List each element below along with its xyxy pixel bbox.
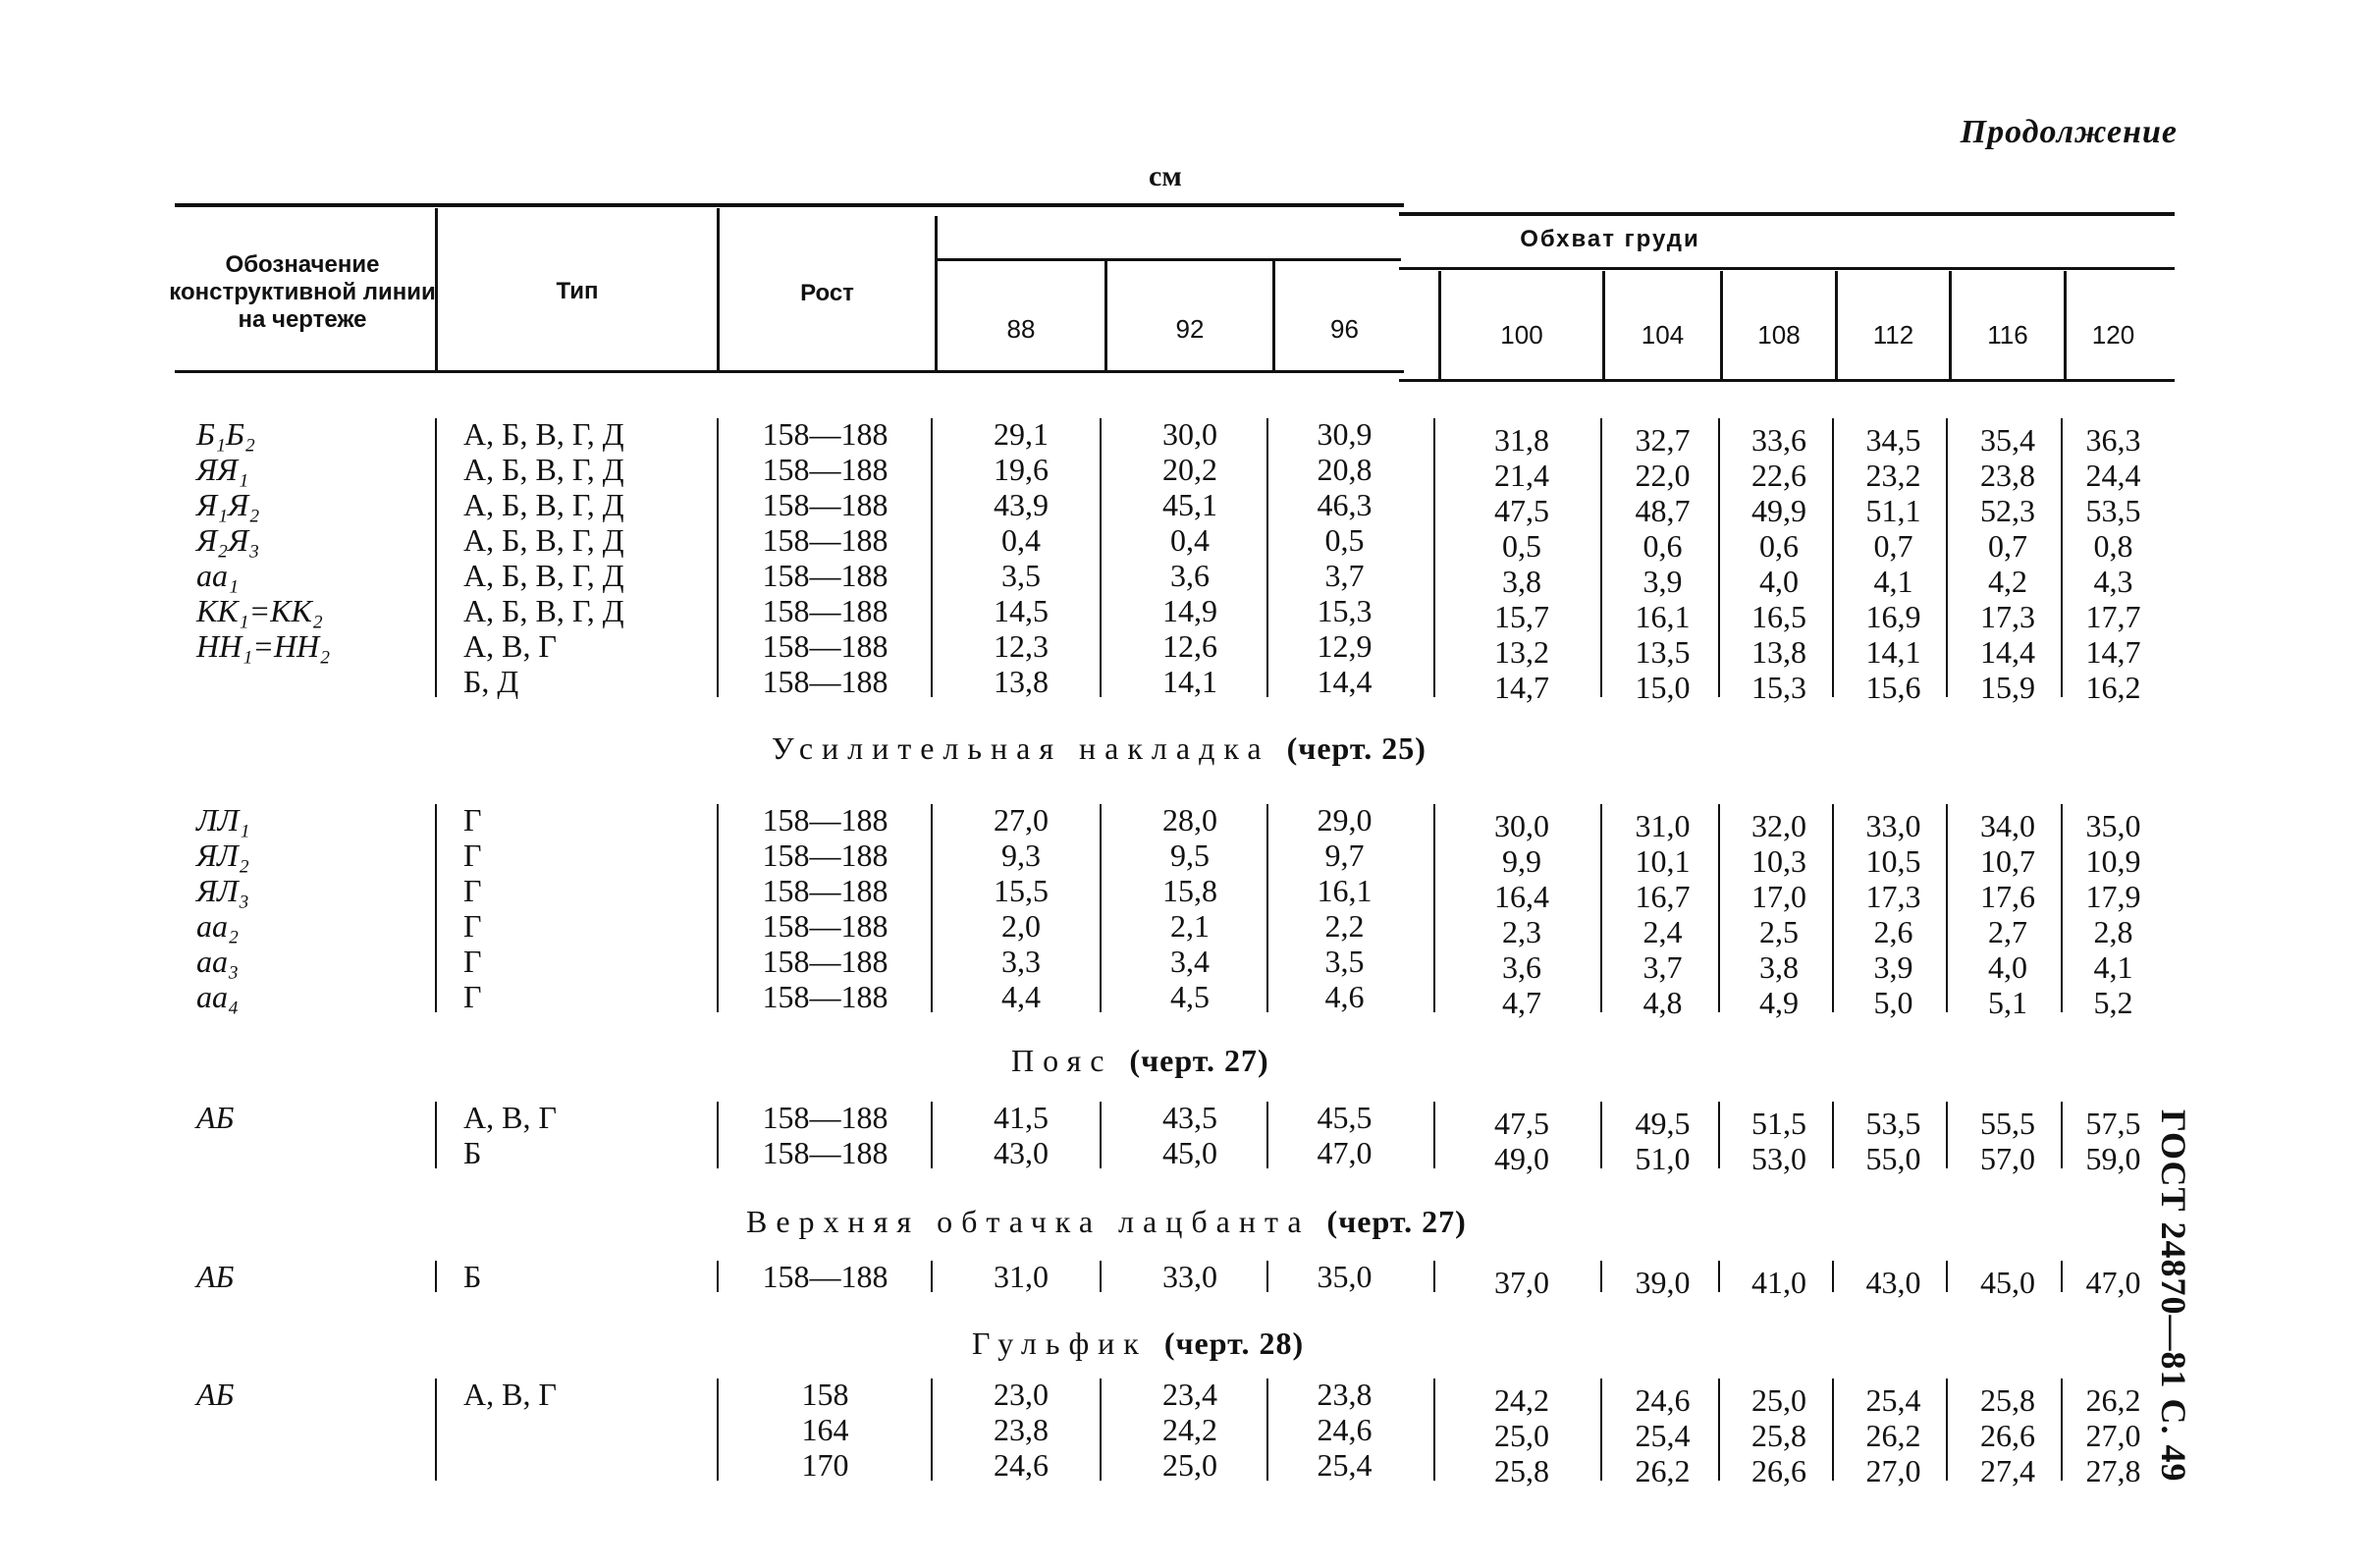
value-cell: 4,8 — [1642, 985, 1683, 1020]
value-cell: 59,0 — [2085, 1141, 2141, 1176]
value-cell: 0,4 — [1001, 522, 1041, 558]
value-cell: 45,0 — [1162, 1135, 1217, 1170]
value-cell: 41,5 — [994, 1100, 1049, 1135]
header-chest-112: 112 — [1872, 320, 1914, 350]
height-cell: 158—188 — [762, 802, 888, 838]
column-divider — [931, 804, 933, 1012]
spacer — [1270, 730, 1287, 766]
value-cell: 14,1 — [1162, 664, 1217, 699]
value-cell: 16,9 — [1865, 599, 1921, 634]
value-cell: 3,5 — [1001, 558, 1041, 593]
type-cell: Г — [463, 873, 482, 908]
section-title-text: Пояс — [1011, 1043, 1113, 1078]
line-designation: аа₃ — [196, 944, 240, 979]
column-divider — [435, 1261, 437, 1292]
value-cell: 15,3 — [1317, 593, 1373, 628]
value-cell: 17,6 — [1980, 879, 2035, 914]
line-designation: аа₄ — [196, 979, 240, 1014]
value-cell: 12,6 — [1162, 628, 1217, 664]
spacer — [1112, 1043, 1129, 1078]
header-divider — [935, 216, 938, 371]
value-cell: 12,3 — [994, 628, 1049, 664]
value-cell: 16,1 — [1317, 873, 1373, 908]
value-cell: 10,7 — [1980, 843, 2035, 879]
value-cell: 4,0 — [1759, 564, 1799, 599]
value-cell: 0,6 — [1759, 528, 1799, 564]
height-cell: 158 — [801, 1377, 849, 1412]
value-cell: 4,5 — [1170, 979, 1210, 1014]
line-designation: АБ — [196, 1377, 235, 1412]
line-designation: аа₂ — [196, 908, 240, 944]
value-cell: 30,0 — [1494, 808, 1549, 843]
value-cell: 0,5 — [1502, 528, 1541, 564]
value-cell: 3,7 — [1324, 558, 1365, 593]
section-title-text: Гульфик — [972, 1325, 1148, 1361]
value-cell: 20,8 — [1317, 452, 1373, 487]
header-chest-104: 104 — [1641, 320, 1685, 350]
type-cell: Г — [463, 802, 482, 838]
value-cell: 30,0 — [1162, 416, 1217, 452]
value-cell: 10,5 — [1865, 843, 1921, 879]
value-cell: 15,3 — [1751, 670, 1806, 705]
column-divider — [1433, 804, 1435, 1012]
value-cell: 49,9 — [1751, 493, 1806, 528]
value-cell: 21,4 — [1494, 458, 1549, 493]
height-cell: 158—188 — [762, 558, 888, 593]
value-cell: 31,0 — [1635, 808, 1691, 843]
value-cell: 37,0 — [1494, 1265, 1549, 1300]
value-cell: 4,1 — [1873, 564, 1913, 599]
type-cell: Б, Д — [463, 664, 519, 699]
value-cell: 9,9 — [1502, 843, 1541, 879]
top-rule-left — [175, 203, 1404, 207]
line-designation: АБ — [196, 1100, 235, 1135]
column-divider — [931, 1102, 933, 1168]
value-cell: 34,0 — [1980, 808, 2035, 843]
header-chest-100: 100 — [1500, 320, 1543, 350]
value-cell: 17,0 — [1751, 879, 1806, 914]
value-cell: 23,0 — [994, 1377, 1049, 1412]
section-title — [746, 1204, 1467, 1240]
value-cell: 5,1 — [1988, 985, 2027, 1020]
value-cell: 2,1 — [1170, 908, 1210, 944]
value-cell: 29,1 — [994, 416, 1049, 452]
value-cell: 26,6 — [1751, 1453, 1806, 1488]
value-cell: 24,4 — [2085, 458, 2141, 493]
value-cell: 25,0 — [1162, 1447, 1217, 1483]
value-cell: 27,0 — [1865, 1453, 1921, 1488]
side-page-label: ГОСТ 24870—81 С. 49 — [2154, 1109, 2193, 1483]
value-cell: 55,5 — [1980, 1106, 2035, 1141]
value-cell: 46,3 — [1317, 487, 1373, 522]
value-cell: 5,0 — [1873, 985, 1913, 1020]
value-cell: 51,1 — [1865, 493, 1921, 528]
value-cell: 4,1 — [2093, 949, 2133, 985]
value-cell: 14,7 — [1494, 670, 1549, 705]
column-divider — [717, 1261, 719, 1292]
value-cell: 51,5 — [1751, 1106, 1806, 1141]
column-divider — [931, 1261, 933, 1292]
line-designation: Я₂Я₃ — [196, 522, 260, 558]
value-cell: 2,5 — [1759, 914, 1799, 949]
height-cell: 158—188 — [762, 1259, 888, 1294]
column-divider — [931, 1379, 933, 1481]
value-cell: 0,6 — [1642, 528, 1683, 564]
type-cell: А, В, Г — [463, 1100, 557, 1135]
top-rule-right — [1399, 212, 2175, 216]
height-cell: 158—188 — [762, 944, 888, 979]
type-cell: А, В, Г — [463, 628, 557, 664]
value-cell: 26,6 — [1980, 1418, 2035, 1453]
value-cell: 33,0 — [1162, 1259, 1217, 1294]
continuation-label: Продолжение — [1960, 114, 2178, 150]
value-cell: 31,0 — [994, 1259, 1049, 1294]
value-cell: 15,7 — [1494, 599, 1549, 634]
value-cell: 47,0 — [1317, 1135, 1373, 1170]
value-cell: 35,0 — [2085, 808, 2141, 843]
value-cell: 2,6 — [1873, 914, 1913, 949]
value-cell: 12,9 — [1317, 628, 1373, 664]
value-cell: 3,6 — [1502, 949, 1541, 985]
header-designation: Обозначение конструктивной линии на чертеже — [169, 251, 436, 333]
value-cell: 14,1 — [1865, 634, 1921, 670]
line-designation: аа₁ — [196, 558, 240, 593]
value-cell: 14,5 — [994, 593, 1049, 628]
height-cell: 158—188 — [762, 628, 888, 664]
column-divider — [1433, 418, 1435, 697]
value-cell: 14,7 — [2085, 634, 2141, 670]
value-cell: 2,4 — [1642, 914, 1683, 949]
column-divider — [435, 418, 437, 697]
value-cell: 10,9 — [2085, 843, 2141, 879]
header-chest-120: 120 — [2091, 320, 2135, 350]
value-cell: 51,0 — [1635, 1141, 1691, 1176]
value-cell: 3,8 — [1502, 564, 1541, 599]
value-cell: 14,4 — [1980, 634, 2035, 670]
value-cell: 49,5 — [1635, 1106, 1691, 1141]
column-divider — [931, 418, 933, 697]
value-cell: 17,7 — [2085, 599, 2141, 634]
value-cell: 22,6 — [1751, 458, 1806, 493]
height-cell: 158—188 — [762, 1135, 888, 1170]
column-divider — [435, 804, 437, 1012]
value-cell: 35,0 — [1317, 1259, 1373, 1294]
value-cell: 16,5 — [1751, 599, 1806, 634]
height-cell: 164 — [801, 1412, 849, 1447]
value-cell: 52,3 — [1980, 493, 2035, 528]
line-designation: ЛЛ₁ — [196, 802, 250, 838]
type-cell: А, Б, В, Г, Д — [463, 487, 624, 522]
value-cell: 15,9 — [1980, 670, 2035, 705]
value-cell: 0,8 — [2093, 528, 2133, 564]
value-cell: 27,8 — [2085, 1453, 2141, 1488]
value-cell: 47,5 — [1494, 1106, 1549, 1141]
value-cell: 25,4 — [1317, 1447, 1373, 1483]
chest-group-rule-right — [1399, 267, 2175, 270]
section-ref: (черт. 27) — [1129, 1043, 1269, 1078]
column-divider — [1433, 1379, 1435, 1481]
section-ref: (черт. 25) — [1286, 730, 1427, 766]
value-cell: 32,0 — [1751, 808, 1806, 843]
value-cell: 39,0 — [1635, 1265, 1691, 1300]
line-designation: Б₁Б₂ — [196, 416, 255, 452]
value-cell: 57,5 — [2085, 1106, 2141, 1141]
value-cell: 25,4 — [1635, 1418, 1691, 1453]
value-cell: 14,4 — [1317, 664, 1373, 699]
type-cell: Г — [463, 838, 482, 873]
value-cell: 3,4 — [1170, 944, 1210, 979]
line-designation: НН₁=НН₂ — [196, 628, 331, 664]
type-cell: А, Б, В, Г, Д — [463, 522, 624, 558]
value-cell: 28,0 — [1162, 802, 1217, 838]
value-cell: 13,8 — [1751, 634, 1806, 670]
value-cell: 3,8 — [1759, 949, 1799, 985]
value-cell: 47,0 — [2085, 1265, 2141, 1300]
value-cell: 26,2 — [1865, 1418, 1921, 1453]
value-cell: 31,8 — [1494, 422, 1549, 458]
value-cell: 17,3 — [1980, 599, 2035, 634]
line-designation: ЯЛ₃ — [196, 873, 249, 908]
section-title-text: Усилительная накладка — [772, 730, 1270, 766]
type-cell: А, Б, В, Г, Д — [463, 452, 624, 487]
column-divider — [717, 418, 719, 697]
height-cell: 158—188 — [762, 664, 888, 699]
value-cell: 57,0 — [1980, 1141, 2035, 1176]
type-cell: Г — [463, 944, 482, 979]
header-chest-96: 96 — [1330, 314, 1359, 344]
height-cell: 158—188 — [762, 838, 888, 873]
value-cell: 2,2 — [1324, 908, 1365, 944]
value-cell: 33,6 — [1751, 422, 1806, 458]
value-cell: 0,7 — [1873, 528, 1913, 564]
unit-label: см — [1149, 160, 1182, 192]
line-designation: АБ — [196, 1259, 235, 1294]
value-cell: 25,8 — [1751, 1418, 1806, 1453]
type-cell: Б — [463, 1135, 482, 1170]
value-cell: 2,0 — [1001, 908, 1041, 944]
value-cell: 16,7 — [1635, 879, 1691, 914]
height-cell: 158—188 — [762, 593, 888, 628]
section-ref: (черт. 27) — [1326, 1204, 1467, 1239]
value-cell: 3,5 — [1324, 944, 1365, 979]
value-cell: 22,0 — [1635, 458, 1691, 493]
type-cell: Г — [463, 979, 482, 1014]
column-divider — [717, 804, 719, 1012]
value-cell: 4,3 — [2093, 564, 2133, 599]
value-cell: 27,4 — [1980, 1453, 2035, 1488]
section-title — [972, 1325, 1304, 1362]
value-cell: 0,4 — [1170, 522, 1210, 558]
value-cell: 16,2 — [2085, 670, 2141, 705]
column-divider — [717, 1379, 719, 1481]
value-cell: 36,3 — [2085, 422, 2141, 458]
value-cell: 53,5 — [2085, 493, 2141, 528]
value-cell: 0,5 — [1324, 522, 1365, 558]
value-cell: 29,0 — [1317, 802, 1373, 838]
column-divider — [717, 1102, 719, 1168]
value-cell: 15,5 — [994, 873, 1049, 908]
value-cell: 9,5 — [1170, 838, 1210, 873]
value-cell: 4,7 — [1502, 985, 1541, 1020]
height-cell: 158—188 — [762, 522, 888, 558]
value-cell: 13,5 — [1635, 634, 1691, 670]
header-chest-92: 92 — [1175, 314, 1205, 344]
value-cell: 13,8 — [994, 664, 1049, 699]
value-cell: 16,4 — [1494, 879, 1549, 914]
section-ref: (черт. 28) — [1163, 1325, 1305, 1361]
value-cell: 25,4 — [1865, 1382, 1921, 1418]
value-cell: 2,8 — [2093, 914, 2133, 949]
header-chest-108: 108 — [1757, 320, 1801, 350]
value-cell: 49,0 — [1494, 1141, 1549, 1176]
type-cell: Б — [463, 1259, 482, 1294]
value-cell: 24,6 — [1635, 1382, 1691, 1418]
line-designation: ЯЛ₂ — [196, 838, 249, 873]
value-cell: 55,0 — [1865, 1141, 1921, 1176]
value-cell: 3,7 — [1642, 949, 1683, 985]
value-cell: 15,8 — [1162, 873, 1217, 908]
value-cell: 13,2 — [1494, 634, 1549, 670]
height-cell: 158—188 — [762, 487, 888, 522]
value-cell: 3,9 — [1642, 564, 1683, 599]
value-cell: 4,4 — [1001, 979, 1041, 1014]
line-designation: КК₁=КК₂ — [196, 593, 323, 628]
value-cell: 23,8 — [1980, 458, 2035, 493]
value-cell: 20,2 — [1162, 452, 1217, 487]
chest-group-rule-left — [938, 258, 1401, 261]
value-cell: 26,2 — [2085, 1382, 2141, 1418]
height-cell: 158—188 — [762, 416, 888, 452]
value-cell: 25,0 — [1494, 1418, 1549, 1453]
value-cell: 25,0 — [1751, 1382, 1806, 1418]
value-cell: 3,9 — [1873, 949, 1913, 985]
value-cell: 24,6 — [994, 1447, 1049, 1483]
value-cell: 0,7 — [1988, 528, 2027, 564]
type-cell: А, Б, В, Г, Д — [463, 593, 624, 628]
section-title — [772, 730, 1427, 767]
height-cell: 158—188 — [762, 1100, 888, 1135]
value-cell: 45,1 — [1162, 487, 1217, 522]
value-cell: 23,2 — [1865, 458, 1921, 493]
value-cell: 53,5 — [1865, 1106, 1921, 1141]
value-cell: 4,6 — [1324, 979, 1365, 1014]
value-cell: 35,4 — [1980, 422, 2035, 458]
value-cell: 23,4 — [1162, 1377, 1217, 1412]
header-type: Тип — [556, 278, 599, 304]
column-divider — [1433, 1261, 1435, 1292]
header-chest-116: 116 — [1987, 320, 2028, 350]
value-cell: 2,7 — [1988, 914, 2027, 949]
type-cell: А, В, Г — [463, 1377, 557, 1412]
value-cell: 34,5 — [1865, 422, 1921, 458]
spacer — [1148, 1325, 1164, 1361]
type-cell: А, Б, В, Г, Д — [463, 416, 624, 452]
height-cell: 158—188 — [762, 979, 888, 1014]
spacer — [1311, 1204, 1327, 1239]
value-cell: 5,2 — [2093, 985, 2133, 1020]
value-cell: 26,2 — [1635, 1453, 1691, 1488]
header-bottom-rule-right — [1399, 379, 2175, 382]
value-cell: 24,2 — [1162, 1412, 1217, 1447]
value-cell: 10,3 — [1751, 843, 1806, 879]
value-cell: 53,0 — [1751, 1141, 1806, 1176]
value-cell: 45,5 — [1317, 1100, 1373, 1135]
value-cell: 30,9 — [1317, 416, 1373, 452]
value-cell: 24,2 — [1494, 1382, 1549, 1418]
value-cell: 4,9 — [1759, 985, 1799, 1020]
value-cell: 17,3 — [1865, 879, 1921, 914]
value-cell: 43,5 — [1162, 1100, 1217, 1135]
line-designation: ЯЯ₁ — [196, 452, 249, 487]
value-cell: 43,0 — [994, 1135, 1049, 1170]
value-cell: 4,2 — [1988, 564, 2027, 599]
height-cell: 158—188 — [762, 452, 888, 487]
value-cell: 9,7 — [1324, 838, 1365, 873]
value-cell: 9,3 — [1001, 838, 1041, 873]
value-cell: 41,0 — [1751, 1265, 1806, 1300]
column-divider — [435, 1379, 437, 1481]
value-cell: 48,7 — [1635, 493, 1691, 528]
line-designation: Я₁Я₂ — [196, 487, 260, 522]
value-cell: 47,5 — [1494, 493, 1549, 528]
value-cell: 33,0 — [1865, 808, 1921, 843]
column-divider — [435, 1102, 437, 1168]
header-chest-88: 88 — [1006, 314, 1036, 344]
value-cell: 24,6 — [1317, 1412, 1373, 1447]
height-cell: 158—188 — [762, 908, 888, 944]
value-cell: 2,3 — [1502, 914, 1541, 949]
value-cell: 23,8 — [994, 1412, 1049, 1447]
section-title — [1011, 1043, 1269, 1079]
height-cell: 158—188 — [762, 873, 888, 908]
value-cell: 3,3 — [1001, 944, 1041, 979]
section-title-text: Верхняя обтачка лацбанта — [746, 1204, 1311, 1239]
value-cell: 16,1 — [1635, 599, 1691, 634]
type-cell: А, Б, В, Г, Д — [463, 558, 624, 593]
header-bottom-rule-left — [175, 370, 1404, 373]
column-divider — [1433, 1102, 1435, 1168]
value-cell: 23,8 — [1317, 1377, 1373, 1412]
height-cell: 170 — [801, 1447, 849, 1483]
header-chest-group: Обхват груди — [1520, 226, 1700, 252]
value-cell: 10,1 — [1635, 843, 1691, 879]
header-height: Рост — [800, 280, 854, 306]
value-cell: 4,0 — [1988, 949, 2027, 985]
value-cell: 25,8 — [1980, 1382, 2035, 1418]
value-cell: 14,9 — [1162, 593, 1217, 628]
value-cell: 15,0 — [1635, 670, 1691, 705]
value-cell: 15,6 — [1865, 670, 1921, 705]
value-cell: 43,9 — [994, 487, 1049, 522]
value-cell: 27,0 — [994, 802, 1049, 838]
type-cell: Г — [463, 908, 482, 944]
value-cell: 25,8 — [1494, 1453, 1549, 1488]
value-cell: 17,9 — [2085, 879, 2141, 914]
value-cell: 43,0 — [1865, 1265, 1921, 1300]
value-cell: 19,6 — [994, 452, 1049, 487]
value-cell: 27,0 — [2085, 1418, 2141, 1453]
value-cell: 45,0 — [1980, 1265, 2035, 1300]
value-cell: 3,6 — [1170, 558, 1210, 593]
value-cell: 32,7 — [1635, 422, 1691, 458]
